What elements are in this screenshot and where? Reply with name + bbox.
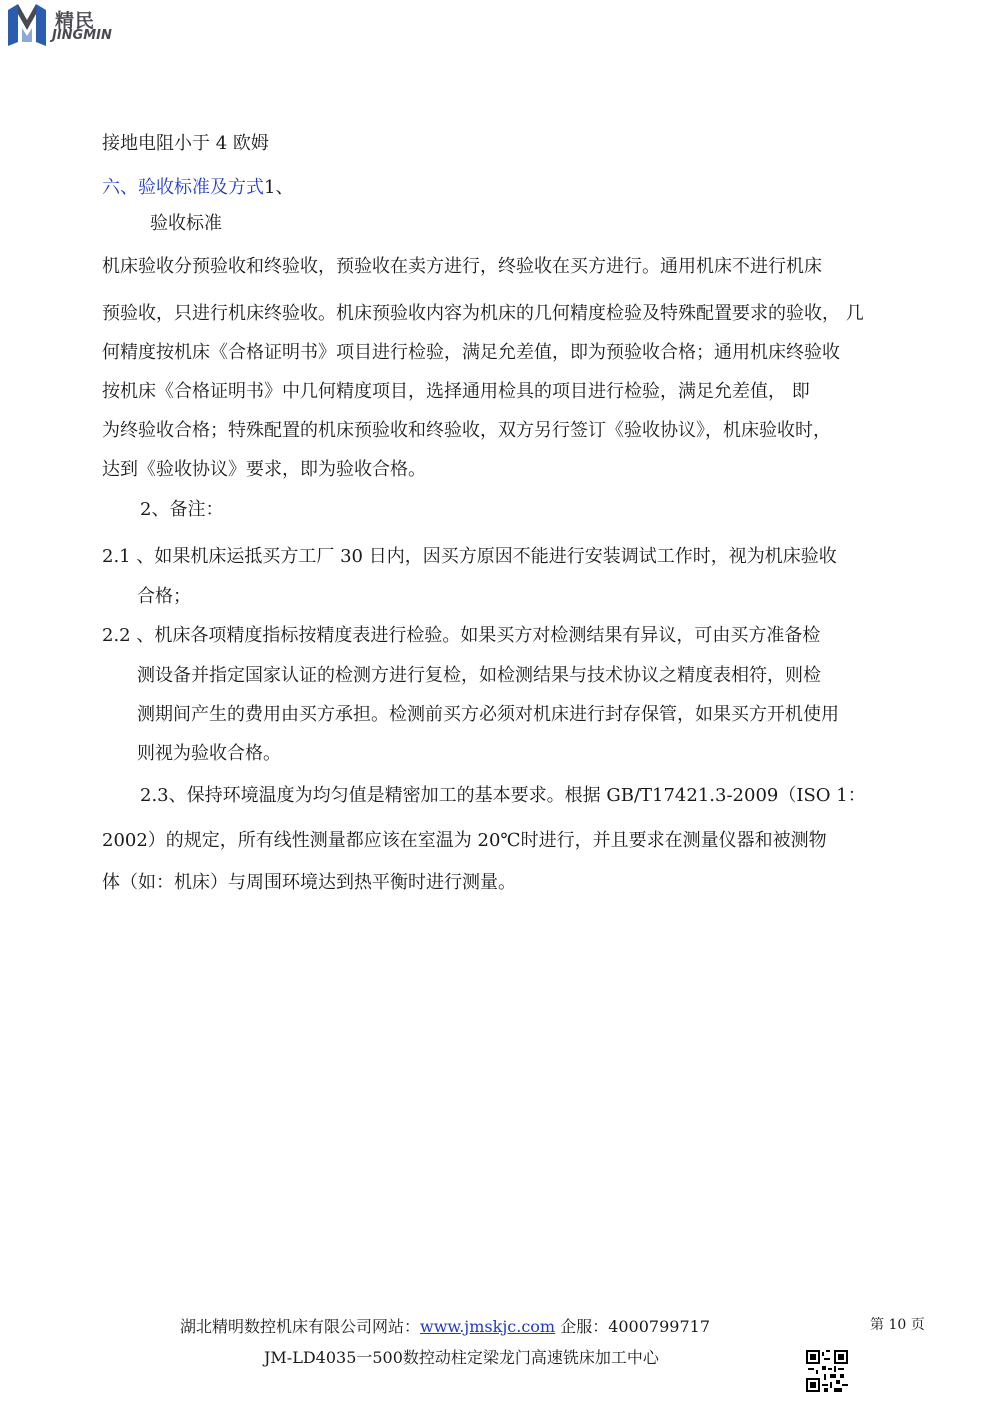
paragraph-line: 为终验收合格；特殊配置的机床预验收和终验收，双方另行签订《验收协议》，机床验收时， bbox=[102, 420, 831, 441]
note-2-2-line: 则视为验收合格。 bbox=[137, 743, 281, 764]
sub-heading: 验收标准 bbox=[150, 213, 222, 234]
logo-text-en: JINGMIN bbox=[52, 28, 112, 43]
section-heading-text: 六、验收标准及方式 bbox=[102, 177, 264, 198]
paragraph-line: 预验收，只进行机床终验收。机床预验收内容为机床的几何精度检验及特殊配置要求的验收， 几 bbox=[102, 303, 864, 324]
note-2-2-line: 测期间产生的费用由买方承担。检测前买方必须对机床进行封存保管，如果买方开机使用 bbox=[137, 704, 839, 725]
paragraph-line: 何精度按机床《合格证明书》项目进行检验，满足允差值，即为预验收合格；通用机床终验收 bbox=[102, 342, 840, 363]
note-2-1-line: 2.1 、如果机床运抵买方工厂 30 日内，因买方原因不能进行安装调试工作时，视为机床验收 bbox=[102, 546, 837, 567]
paragraph-line: 按机床《合格证明书》中几何精度项目，选择通用检具的项目进行检验，满足允差值， 即 bbox=[102, 381, 810, 402]
grounding-line: 接地电阻小于 4 欧姆 bbox=[102, 133, 269, 154]
note-2-2-line: 2.2 、机床各项精度指标按精度表进行检验。如果买方对检测结果有异议，可由买方准备检 bbox=[102, 625, 821, 646]
section-heading-suffix: 1、 bbox=[264, 177, 294, 198]
note-2-3-line: 2002）的规定，所有线性测量都应该在室温为 20℃时进行，并且要求在测量仪器和被测物 bbox=[102, 830, 827, 851]
footer-hotline: 企服：4000799717 bbox=[555, 1317, 710, 1336]
company-logo bbox=[4, 2, 124, 50]
note-2-1-line: 合格； bbox=[137, 586, 191, 607]
website-link[interactable]: www.jmskjc.com bbox=[420, 1317, 556, 1336]
paragraph-line: 机床验收分预验收和终验收，预验收在卖方进行，终验收在买方进行。通用机床不进行机床 bbox=[102, 256, 822, 277]
logo-text-cn: 精民 bbox=[55, 10, 96, 32]
note-2-3-line: 2.3、保持环境温度为均匀值是精密加工的基本要求。根据 GB/T17421.3-2009（ISO 1： bbox=[140, 785, 866, 806]
note-2-3-line: 体（如：机床）与周围环境达到热平衡时进行测量。 bbox=[102, 872, 516, 893]
footer-product: JM-LD4035一500数控动柱定梁龙门高速铣床加工中心 bbox=[264, 1348, 659, 1367]
qr-code-icon bbox=[806, 1350, 848, 1392]
section-heading bbox=[102, 177, 293, 199]
footer-company: 湖北精明数控机床有限公司网站： bbox=[180, 1317, 421, 1336]
note-2-2-line: 测设备并指定国家认证的检测方进行复检，如检测结果与技术协议之精度表相符，则检 bbox=[137, 665, 821, 686]
notes-heading: 2、备注： bbox=[140, 499, 224, 520]
jingmin-logo-icon bbox=[4, 2, 50, 48]
paragraph-line: 达到《验收协议》要求，即为验收合格。 bbox=[102, 459, 426, 480]
page-number: 第 10 页 bbox=[870, 1317, 925, 1333]
footer-company-line bbox=[180, 1314, 710, 1337]
